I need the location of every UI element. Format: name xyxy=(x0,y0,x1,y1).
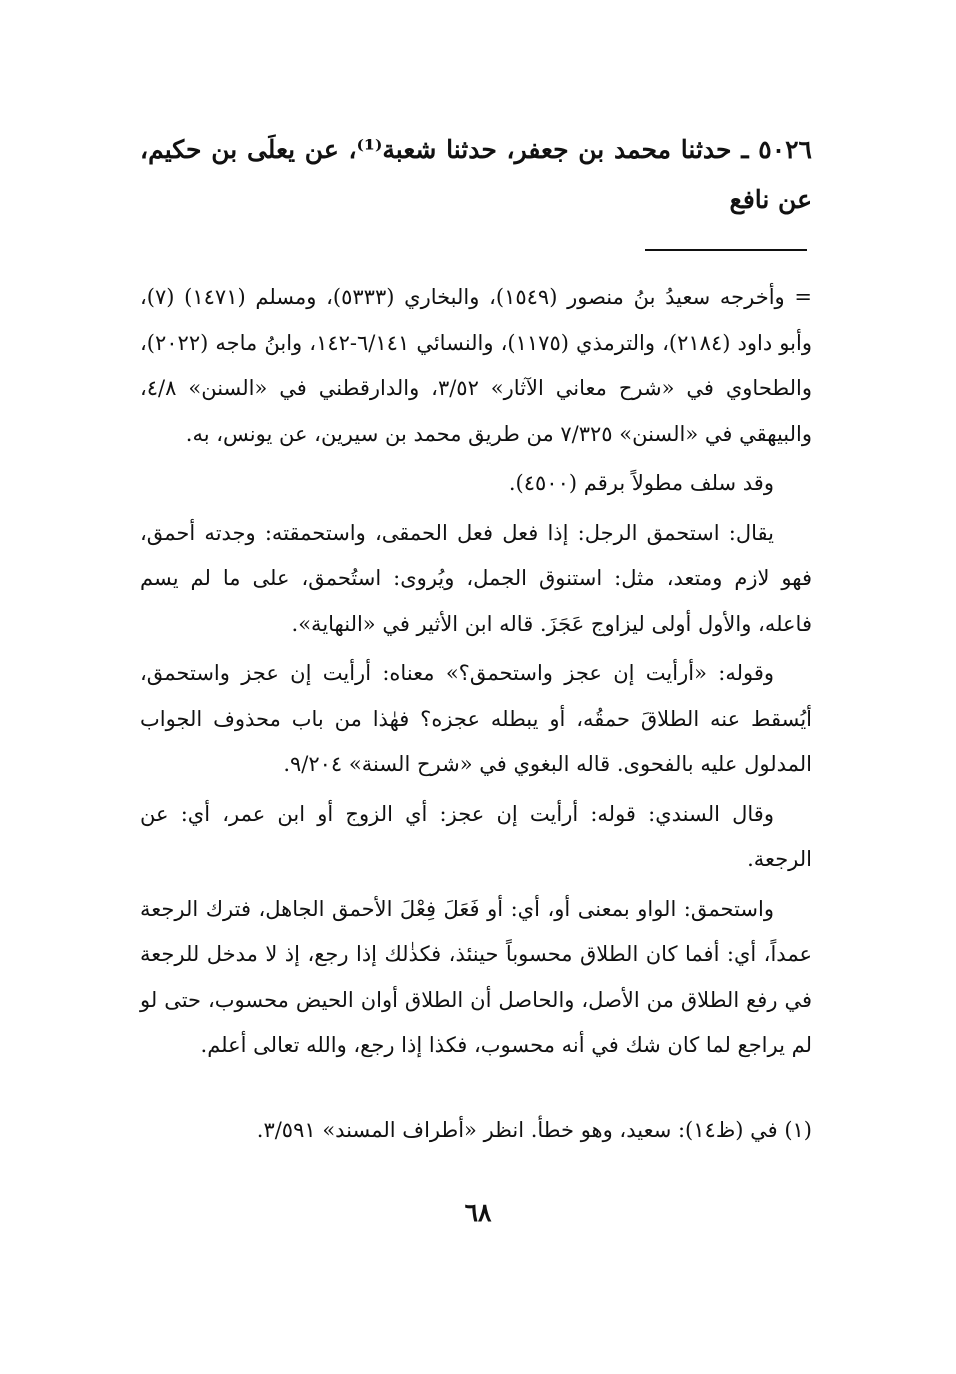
page-number: ٦٨ xyxy=(464,1198,492,1227)
istahmaq-note-paragraph: واستحمق: الواو بمعنى أو، أي: أو فَعَلَ فِعْلَ الأحمق الجاهل، فترك الرجعة عمداً، أي: أفما كان الطلاق محسوباً حينئذ، فكذٰلك إذا رجع، إذ لا مدخل للرجعة في رفع الطلاق من الأصل، والحاصل أن الطلاق أوان الحيض محسوب، حتى لو لم يراجع لما كان شك في أنه محسوب، فكذا إذا رجع، والله تعالى أعلم. xyxy=(140,896,812,1057)
footnote xyxy=(140,1108,812,1152)
commentary xyxy=(140,275,812,1073)
hadith-text xyxy=(140,125,812,225)
footnote-separator xyxy=(645,249,807,251)
hadith-line: ٥٠٢٦ ـ حدثنا محمد بن جعفر، حدثنا شعبة⁽¹⁾، عن يعلَى بن حكيم، عن نافع xyxy=(140,135,812,214)
baghawi-note-paragraph: وقوله: «أرأيت إن عجز واستحمق؟» معناه: أرأيت إن عجز واستحمق، أيُسقط عنه الطلاقَ حمقُه، أو يبطله عجزه؟ فهٰذا من باب محذوف الجواب المدلول عليه بالفحوى. قاله البغوي في «شرح السنة» ٩/٢٠٤. xyxy=(140,661,812,776)
lexical-note-paragraph: يقال: استحمق الرجل: إذا فعل فعل الحمقى، واستحمقته: وجدته أحمق، فهو لازم ومتعد، مثل: استنوق الجمل، ويُروى: استُحمق، على ما لم يسم فاعله، والأول أولى ليزاوج عَجَزَ. قاله ابن الأثير في «النهاية». xyxy=(140,520,812,636)
sindi-note-paragraph: وقال السندي: قوله: أرأيت إن عجز: أي الزوج أو ابن عمر، أي: عن الرجعة. xyxy=(140,801,812,871)
takhrij-paragraph: = وأخرجه سعيدُ بنُ منصور (١٥٤٩)، والبخاري (٥٣٣٣)، ومسلم (١٤٧١) (٧)، وأبو داود (٢١٨٤)، والترمذي (١١٧٥)، والنسائي ٦/١٤١-١٤٢، وابنُ ماجه (٢٠٢٢)، والطحاوي في «شرح معاني الآثار» ٣/٥٢، والدارقطني في «السنن» ٤/٨، والبيهقي في «السنن» ٧/٣٢٥ من طريق محمد بن سيرين، عن يونس، به. xyxy=(140,285,813,446)
cross-reference-paragraph: وقد سلف مطولاً برقم (٤٥٠٠). xyxy=(508,471,774,495)
footnote-text: (١) في (ظ١٤): سعيد، وهو خطأ. انظر «أطراف المسند» ٣/٥٩١. xyxy=(256,1118,812,1142)
